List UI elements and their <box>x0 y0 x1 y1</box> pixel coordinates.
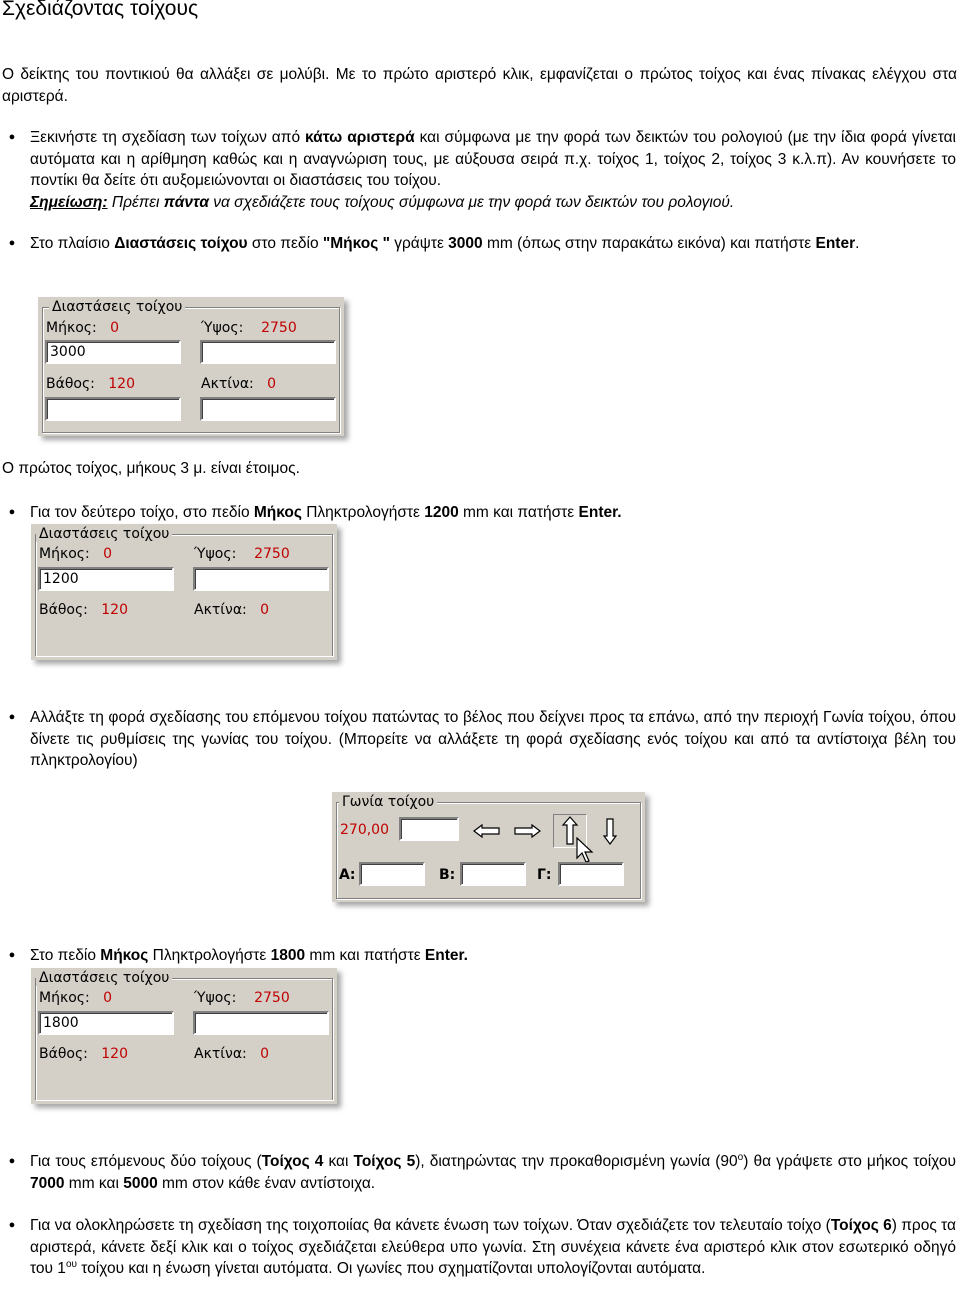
length-input[interactable]: 1800 <box>38 1011 174 1035</box>
wall-dimensions-panel <box>31 524 337 660</box>
b-label: Β: <box>439 867 456 883</box>
step-4-text: Αλλάξτε τη φορά σχεδίασης του επόμενου τοίχου πατώντας το βέλος που δείχνει προς τα επάνω, από την περιοχή Γωνία τοίχου, όπου δίνετε τις ρυθμίσεις της γωνίας του τοίχου. (Μπορείτε να αλλάξετε τη φορά σχεδίασης ενός τοίχου και από τα αντίστοιχα βέλη του πληκτρολογίου) <box>30 709 956 769</box>
radius-value: 0 <box>260 1046 270 1062</box>
depth-value: 120 <box>101 1046 128 1062</box>
length-input[interactable]: 1200 <box>38 567 174 591</box>
down-arrow-button[interactable] <box>595 816 625 846</box>
bullet-icon: ● <box>8 237 16 249</box>
c-label: Γ: <box>537 867 552 883</box>
intro-paragraph: Ο δείκτης του ποντικιού θα αλλάξει σε μολύβι. Με το πρώτο αριστερό κλικ, εμφανίζεται ο πρώτος τοίχος και ένας πίνακας ελέγχου στα αριστερά. <box>2 66 957 105</box>
wall-dimensions-panel <box>38 297 344 436</box>
step-1-text: Ξεκινήστε τη σχεδίαση των τοίχων από κάτω αριστερά και σύμφωνα με την φορά των δεικτών του ρολογιού (με την ίδια φορά γίνεται αυτόματα και η αρίθμηση καθώς και η αναγνώριση τους, με αύξουσα σειρά π.χ. τοίχος 1, τοίχος 2, τοίχος 3 κ.λ.π). Αν κουνήσετε το ποντίκι θα δείτε ότι αυξομειώνονται οι διαστάσεις του τοίχου. Σημείωση: Πρέπει πάντα να σχεδιάζετε τους τοίχους σύμφωνα με την φορά των δεικτών του ρολογιού. <box>30 129 956 211</box>
depth-label: Βάθος: 120 <box>39 1046 128 1062</box>
bullet-icon: ● <box>8 949 16 961</box>
radius-value: 0 <box>260 602 270 618</box>
length-label: Μήκος: 0 <box>46 320 119 336</box>
group-legend: Γωνία τοίχου <box>339 794 437 810</box>
height-input[interactable] <box>200 340 336 364</box>
bullet-icon: ● <box>8 506 16 518</box>
step-5-text: Στο πεδίο Μήκος Πληκτρολογήστε 1800 mm και πατήστε Enter. <box>30 947 468 964</box>
height-value: 2750 <box>254 990 290 1006</box>
depth-input[interactable] <box>45 397 181 421</box>
depth-value: 120 <box>101 602 128 618</box>
angle-input[interactable] <box>399 817 459 841</box>
c-input[interactable] <box>558 862 624 886</box>
wall-angle-panel <box>332 792 645 902</box>
depth-value: 120 <box>108 376 135 392</box>
length-value: 0 <box>103 546 112 562</box>
page-title: Σχεδιάζοντας τοίχους <box>2 0 199 20</box>
depth-label: Βάθος: 120 <box>39 602 128 618</box>
step-7-text: Για να ολοκληρώσετε τη σχεδίαση της τοιχοποιίας θα κάνετε ένωση των τοίχων. Όταν σχεδιάζετε τον τελευταίο τοίχο (Τοίχος 6) προς τα αριστερά, κάνετε δεξί κλικ και ο τοίχος σχεδιάζεται ελεύθερα υπο γωνία. Στη συνέχεια κάνετε ένα αριστερό κλικ στον εσωτερικό οδηγό του $1^{o\upsilon}$ τοίχου και η ένωση γίνεται αυτόματα. Οι γωνίες που σχηματίζονται υπολογίζονται αυτόματα. <box>30 1217 956 1277</box>
angle-value: 270,00 <box>340 822 389 838</box>
wall-dimensions-panel <box>31 968 337 1104</box>
depth-label: Βάθος: 120 <box>46 376 135 392</box>
bullet-icon: ● <box>8 1219 16 1231</box>
wall-1-done-text: Ο πρώτος τοίχος, μήκους 3 μ. είναι έτοιμος. <box>2 460 300 477</box>
length-input[interactable]: 3000 <box>45 340 181 364</box>
height-label: Ύψος: 2750 <box>194 546 290 562</box>
height-input[interactable] <box>193 1011 329 1035</box>
radius-label: Ακτίνα: 0 <box>194 602 270 618</box>
height-label: Ύψος: 2750 <box>201 320 297 336</box>
b-input[interactable] <box>460 862 526 886</box>
height-value: 2750 <box>261 320 297 336</box>
step-3-text: Για τον δεύτερο τοίχο, στο πεδίο Μήκος Πληκτρολογήστε 1200 mm και πατήστε Enter. <box>30 504 622 521</box>
height-value: 2750 <box>254 546 290 562</box>
radius-input[interactable] <box>200 397 336 421</box>
height-input[interactable] <box>193 567 329 591</box>
step-2-text: Στο πλαίσιο Διαστάσεις τοίχου στο πεδίο "Μήκος " γράψτε 3000 mm (όπως στην παρακάτω εικόνα) και πατήστε Enter. <box>30 235 860 252</box>
bullet-icon: ● <box>8 711 16 723</box>
length-value: 0 <box>110 320 119 336</box>
right-arrow-button[interactable] <box>512 816 542 846</box>
radius-value: 0 <box>267 376 277 392</box>
length-value: 0 <box>103 990 112 1006</box>
step-6-text: Για τους επόμενους δύο τοίχους (Τοίχος 4 και Τοίχος 5), διατηρώντας την προκαθορισμένη γωνία $(90^o)$ θα γράψετε στο μήκος τοίχου 7000 mm και 5000 mm στον κάθε έναν αντίστοιχα. <box>30 1151 956 1192</box>
left-arrow-button[interactable] <box>472 816 502 846</box>
group-legend: Διαστάσεις τοίχου <box>36 970 172 986</box>
length-label: Μήκος: 0 <box>39 546 112 562</box>
length-label: Μήκος: 0 <box>39 990 112 1006</box>
down-arrow-icon <box>595 816 625 846</box>
a-label: Α: <box>339 867 356 883</box>
bullet-icon: ● <box>8 131 16 143</box>
mouse-cursor-icon <box>576 837 594 865</box>
radius-label: Ακτίνα: 0 <box>201 376 277 392</box>
bullet-icon: ● <box>8 1155 16 1167</box>
group-legend: Διαστάσεις τοίχου <box>49 299 185 315</box>
height-label: Ύψος: 2750 <box>194 990 290 1006</box>
group-legend: Διαστάσεις τοίχου <box>36 526 172 542</box>
a-input[interactable] <box>359 862 425 886</box>
left-arrow-icon <box>472 816 502 846</box>
radius-label: Ακτίνα: 0 <box>194 1046 270 1062</box>
right-arrow-icon <box>512 816 542 846</box>
